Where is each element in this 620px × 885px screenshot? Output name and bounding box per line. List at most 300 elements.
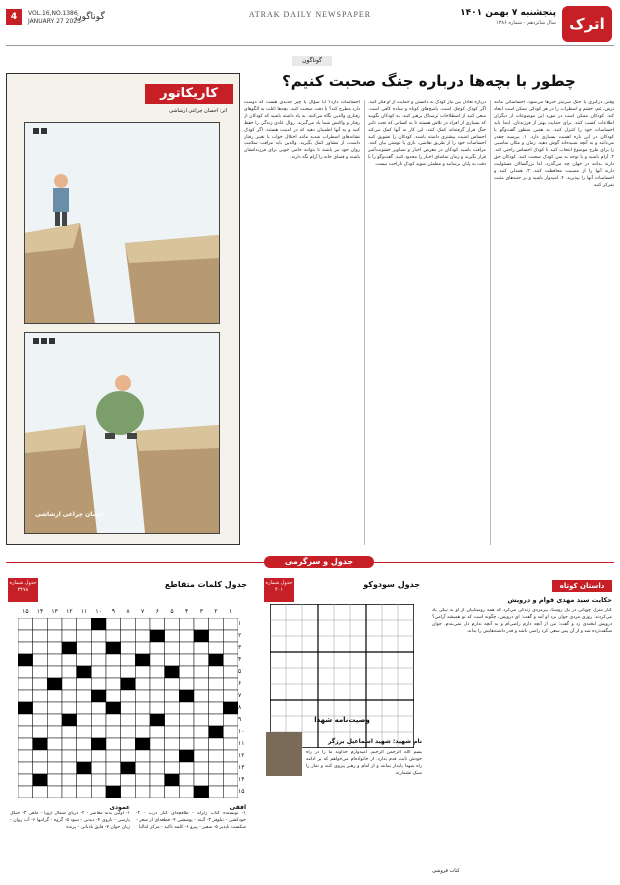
crossword-cell[interactable] (91, 642, 106, 654)
crossword-cell[interactable] (209, 714, 224, 726)
short-story-panel (430, 578, 614, 878)
crossword-cell[interactable] (209, 726, 224, 738)
crossword-cell[interactable] (77, 774, 92, 786)
crossword-cell[interactable] (121, 726, 136, 738)
crossword-cell[interactable] (135, 678, 150, 690)
crossword-cell[interactable] (18, 774, 33, 786)
crossword-col-number: ۹ (111, 608, 115, 615)
crossword-cell[interactable] (62, 714, 77, 726)
crossword-cell[interactable] (47, 738, 62, 750)
crossword-row-numbers (238, 618, 248, 798)
cartoon-panel-2 (24, 332, 220, 534)
crossword-cell[interactable] (209, 786, 224, 798)
crossword-cell[interactable] (121, 654, 136, 666)
crossword-cell[interactable] (18, 654, 33, 666)
crossword-cell[interactable] (209, 750, 224, 762)
crossword-cell[interactable] (91, 714, 106, 726)
crossword-cell[interactable] (106, 690, 121, 702)
crossword-cell[interactable] (18, 666, 33, 678)
crossword-cell[interactable] (62, 786, 77, 798)
crossword-cell[interactable] (47, 666, 62, 678)
crossword-cell[interactable] (33, 738, 48, 750)
crossword-row-number: ۱ (238, 620, 242, 627)
crossword-cell[interactable] (121, 690, 136, 702)
crossword-row-number: ۱۱ (238, 740, 245, 747)
crossword-cell[interactable] (106, 714, 121, 726)
crossword-cell[interactable] (165, 618, 180, 630)
crossword-cell[interactable] (47, 774, 62, 786)
crossword-cell[interactable] (223, 786, 238, 798)
crossword-cell[interactable] (62, 738, 77, 750)
crossword-cell[interactable] (33, 678, 48, 690)
sudoku-badge: جدول شماره ۴۰۱ (264, 578, 294, 602)
crossword-cell[interactable] (106, 786, 121, 798)
header-divider (6, 45, 614, 46)
story-text: کنار منزل چوپانی در یک روستا، پیرمردی زندگی می‌کرد که همه روستاییان از او به نیکی یاد می‌کردند. روزی مردی جوان نزد او آمد و گفت: ای درویش، چگونه است که تو همیشه آرامی؟ درویش لبخندی زد و گفت: من از آنچه دارم راضی‌ام و به آنچه ندارم دل نمی‌بندم. جوان شگفت‌زده شد و از آن پس سعی کرد راضی باشد و قدر داشته‌هایش را بداند. (432, 608, 612, 634)
crossword-cell[interactable] (91, 786, 106, 798)
crossword-cell[interactable] (33, 786, 48, 798)
crossword-cell[interactable] (77, 630, 92, 642)
crossword-cell[interactable] (106, 738, 121, 750)
crossword-cell[interactable] (150, 654, 165, 666)
crossword-cell[interactable] (18, 714, 33, 726)
crossword-cell[interactable] (209, 678, 224, 690)
crossword-cell[interactable] (150, 618, 165, 630)
crossword-cell[interactable] (18, 678, 33, 690)
crossword-cell[interactable] (165, 738, 180, 750)
column-divider (364, 100, 365, 545)
crossword-cell[interactable] (223, 726, 238, 738)
crossword-cell[interactable] (18, 738, 33, 750)
crossword-cell[interactable] (150, 714, 165, 726)
cartoon-title: کاریکاتور (145, 84, 233, 104)
story-credit: کتاب فروشی (432, 868, 460, 874)
crossword-cell[interactable] (33, 714, 48, 726)
crossword-row-number: ۴ (238, 656, 242, 663)
crossword-cell[interactable] (106, 702, 121, 714)
crossword-cell[interactable] (62, 618, 77, 630)
crossword-cell[interactable] (135, 738, 150, 750)
crossword-cell[interactable] (223, 738, 238, 750)
crossword-cell[interactable] (62, 678, 77, 690)
across-heading: افقی (229, 804, 246, 811)
crossword-cell[interactable] (165, 750, 180, 762)
crossword-cell[interactable] (121, 786, 136, 798)
crossword-cell[interactable] (121, 678, 136, 690)
crossword-cell[interactable] (165, 642, 180, 654)
crossword-cell[interactable] (194, 786, 209, 798)
crossword-cell[interactable] (33, 618, 48, 630)
down-heading: عمودی (109, 804, 130, 811)
crossword-cell[interactable] (194, 618, 209, 630)
crossword-cell[interactable] (33, 762, 48, 774)
crossword-cell[interactable] (91, 762, 106, 774)
crossword-cell[interactable] (179, 618, 194, 630)
article-column-1: وقتی درگیری یا جنگ سرتیتر خبرها می‌شود، احساساتی مانند ترس، غم، خشم و اضطراب را در هر کودکی ممکن است ایجاد کند. کودکان ممکن است در مورد این موضوعات از دیگران اطلاعات کسب کنند. برای حمایت بهتر از فرزندتان، ابتدا باید احساسات خود را کنترل کنید. به همین منظور گفت‌وگو با کودکان در این باره اهمیت بسیاری دارد. ۱. بپرسید چقدر می‌دانند و به آنچه شنیده‌اند گوش دهید. زمان و مکان مناسبی را برای طرح موضوع انتخاب کنید تا کودک احساس راحتی کند. ۲. آرام باشید و با توجه به سن کودک صحبت کنید. کودکان حق دارند بدانند در جهان چه می‌گذرد، اما بزرگسالان مسئولیت دارند آنها را از مصیبت محافظت کنند. ۳. همدلی کنید و احساسات آنها را بپذیرید. ۴. امیدوار باشید و بر جنبه‌های مثبت تمرکز کنید. (494, 100, 614, 188)
crossword-cell[interactable] (121, 642, 136, 654)
crossword-cell[interactable] (150, 762, 165, 774)
crossword-cell[interactable] (106, 750, 121, 762)
crossword-col-number: ۸ (126, 608, 130, 615)
cartoon-box (6, 73, 240, 545)
crossword-cell[interactable] (62, 726, 77, 738)
volume-number: VOL.16,NO.1386 (28, 10, 78, 17)
crossword-cell[interactable] (62, 750, 77, 762)
crossword-panel (6, 578, 249, 878)
crossword-col-number: ۱۳ (51, 608, 58, 615)
crossword-cell[interactable] (33, 774, 48, 786)
crossword-cell[interactable] (33, 690, 48, 702)
crossword-cell[interactable] (91, 774, 106, 786)
crossword-cell[interactable] (135, 630, 150, 642)
crossword-cell[interactable] (33, 654, 48, 666)
crossword-cell[interactable] (165, 678, 180, 690)
crossword-row-number: ۳ (238, 644, 242, 651)
crossword-row-number: ۵ (238, 668, 242, 675)
crossword-cell[interactable] (77, 690, 92, 702)
sudoku-panel (262, 578, 422, 708)
article-column-3: احساسات دارد؟ آیا سؤال یا چیز جدیدی هست که دوست دارد مطرح کند؟ با دقت صحبت کنید. بچه‌ها اغلب به الگوهای رفتاری والدین نگاه می‌کنند. به یاد داشته باشید که کودکان از رفتار و واکنش شما یاد می‌گیرند. روال عادی زندگی را حفظ کنید و به آنها اطمینان دهید که در امنیت هستند. اگر کودک نشانه‌های اضطراب شدید مانند اختلال خواب یا تغییر رفتار داشت، از مشاور کمک بگیرید. والدین باید مراقب سلامت روان خود نیز باشند تا بتوانند حامی خوبی برای فرزندانشان باشند و فضای خانه را آرام نگه دارند. (244, 100, 360, 161)
section-tab: گوناگون (292, 56, 332, 66)
crossword-cell[interactable] (121, 762, 136, 774)
crossword-cell[interactable] (91, 702, 106, 714)
crossword-cell[interactable] (62, 642, 77, 654)
crossword-cell[interactable] (106, 678, 121, 690)
crossword-cell[interactable] (77, 642, 92, 654)
crossword-cell[interactable] (18, 786, 33, 798)
crossword-cell[interactable] (77, 726, 92, 738)
crossword-cell[interactable] (77, 714, 92, 726)
crossword-cell[interactable] (18, 618, 33, 630)
crossword-cell[interactable] (179, 774, 194, 786)
crossword-cell[interactable] (47, 714, 62, 726)
crossword-cell[interactable] (33, 750, 48, 762)
crossword-cell[interactable] (47, 726, 62, 738)
crossword-cell[interactable] (179, 654, 194, 666)
crossword-cell[interactable] (91, 726, 106, 738)
crossword-col-number: ۵ (170, 608, 174, 615)
crossword-cell[interactable] (77, 786, 92, 798)
crossword-cell[interactable] (18, 726, 33, 738)
will-title: وصیت‌نامه شهدا (314, 716, 370, 724)
column-divider (490, 100, 491, 545)
crossword-cell[interactable] (209, 762, 224, 774)
crossword-cell[interactable] (77, 738, 92, 750)
crossword-cell[interactable] (150, 750, 165, 762)
crossword-cell[interactable] (150, 666, 165, 678)
crossword-cell[interactable] (209, 774, 224, 786)
crossword-cell[interactable] (106, 762, 121, 774)
crossword-cell[interactable] (135, 786, 150, 798)
crossword-cell[interactable] (150, 630, 165, 642)
crossword-cell[interactable] (91, 690, 106, 702)
weekday: پنجشنبه (520, 8, 556, 18)
crossword-cell[interactable] (179, 666, 194, 678)
crossword-cell[interactable] (33, 630, 48, 642)
issue-info: سال شانزدهم - شماره ۱۳۸۶ (496, 20, 556, 26)
martyr-name: نام شهید: شهید اسماعیل برزگر (327, 738, 422, 745)
crossword-row-number: ۱۲ (238, 752, 245, 759)
crossword-row-number: ۹ (238, 716, 242, 723)
crossword-row-number: ۱۴ (238, 776, 245, 783)
crossword-cell[interactable] (194, 666, 209, 678)
crossword-cell[interactable] (91, 738, 106, 750)
crossword-col-number: ۷ (141, 608, 145, 615)
crossword-cell[interactable] (135, 750, 150, 762)
martyr-will-panel (262, 716, 422, 878)
crossword-row-number: ۶ (238, 680, 242, 687)
crossword-col-number: ۲ (214, 608, 218, 615)
crossword-cell[interactable] (121, 714, 136, 726)
crossword-cell[interactable] (77, 678, 92, 690)
crossword-cell[interactable] (194, 774, 209, 786)
crossword-cell[interactable] (209, 690, 224, 702)
crossword-cell[interactable] (209, 630, 224, 642)
crossword-cell[interactable] (223, 750, 238, 762)
crossword-cell[interactable] (135, 642, 150, 654)
crossword-cell[interactable] (33, 666, 48, 678)
crossword-grid[interactable] (18, 618, 238, 798)
crossword-cell[interactable] (77, 702, 92, 714)
crossword-col-number: ۱۴ (36, 608, 44, 615)
crossword-cell[interactable] (106, 774, 121, 786)
puzzle-section-band (6, 556, 614, 570)
crossword-cell[interactable] (223, 618, 238, 630)
crossword-cell[interactable] (18, 690, 33, 702)
crossword-cell[interactable] (223, 678, 238, 690)
crossword-cell[interactable] (179, 702, 194, 714)
crossword-cell[interactable] (179, 738, 194, 750)
english-date: JANUARY 27 2023 (28, 18, 81, 25)
down-text: ۱- اولین بدنه معاصر - ۲- دریای شمال اروپا - ماهی ۳- جنگل پارسی - بازوی ۴- دیدنی - سود ۵- گروه - گرانبها ۶- آب روان - زبان جوان ۷- قایق بادبانی - پرنده (10, 811, 130, 830)
crossword-cell[interactable] (135, 774, 150, 786)
crossword-cell[interactable] (62, 774, 77, 786)
crossword-cell[interactable] (223, 642, 238, 654)
crossword-cell[interactable] (150, 702, 165, 714)
crossword-cell[interactable] (106, 630, 121, 642)
crossword-cell[interactable] (33, 726, 48, 738)
crossword-cell[interactable] (62, 690, 77, 702)
crossword-cell[interactable] (194, 642, 209, 654)
crossword-badge: جدول شماره ۳۴۷۸ (8, 578, 38, 602)
crossword-cell[interactable] (165, 786, 180, 798)
puzzle-section-label: جدول و سرگرمی (264, 556, 374, 568)
crossword-cell[interactable] (91, 654, 106, 666)
crossword-cell[interactable] (165, 654, 180, 666)
article-headline: چطور با بچه‌ها درباره جنگ صحبت کنیم؟ (282, 72, 576, 90)
cartoon-panel-1 (24, 122, 220, 324)
crossword-row-number: ۷ (238, 692, 242, 699)
crossword-row-number: ۸ (238, 704, 242, 711)
sudoku-title: جدول سودوکو (363, 580, 420, 589)
crossword-cell[interactable] (77, 762, 92, 774)
crossword-cell[interactable] (150, 726, 165, 738)
crossword-cell[interactable] (194, 762, 209, 774)
crossword-cell[interactable] (165, 630, 180, 642)
crossword-cell[interactable] (194, 714, 209, 726)
crossword-col-number: ۱۱ (80, 608, 88, 615)
section-name: گوناگون (75, 12, 105, 22)
crossword-cell[interactable] (18, 630, 33, 642)
crossword-row-number: ۱۰ (238, 728, 245, 735)
crossword-cell[interactable] (194, 750, 209, 762)
crossword-cell[interactable] (165, 762, 180, 774)
crossword-cell[interactable] (121, 666, 136, 678)
persian-date (460, 8, 556, 26)
crossword-cell[interactable] (223, 774, 238, 786)
crossword-across-clues (136, 804, 246, 876)
crossword-cell[interactable] (77, 618, 92, 630)
crossword-cell[interactable] (135, 702, 150, 714)
crossword-cell[interactable] (179, 786, 194, 798)
crossword-cell[interactable] (194, 678, 209, 690)
crossword-title: جدول کلمات متقاطع (164, 580, 247, 589)
crossword-cell[interactable] (179, 714, 194, 726)
story-subtitle: حکایت سید مهدی قوام و درویش (507, 596, 612, 604)
crossword-cell[interactable] (106, 666, 121, 678)
crossword-cell[interactable] (135, 762, 150, 774)
crossword-cell[interactable] (62, 762, 77, 774)
crossword-cell[interactable] (121, 630, 136, 642)
crossword-cell[interactable] (47, 630, 62, 642)
crossword-cell[interactable] (223, 702, 238, 714)
article-column-2: درباره تعادل بین نیاز کودک به دانستن و حمایت از او فکر کنید. اگر کودک کوچک است، پاسخ‌های کوتاه و ساده کافی است. سعی کنید از اصطلاحات ترسناک پرهیز کنید. به کودکان بگویید که بسیاری از افراد در تلاش هستند تا به کسانی که تحت تاثیر جنگ قرار گرفته‌اند کمک کنند. این کار به آنها کمک می‌کند احساس امنیت بیشتری داشته باشند. کودکان را تشویق کنید احساسات خود را از طریق نقاشی، بازی یا نوشتن بیان کنند. مراقب باشید کودکان در معرض اخبار و تصاویر خشونت‌آمیز قرار نگیرند و زمان تماشای اخبار را محدود کنید. گفت‌وگو را با دقت به پایان برسانید و مطمئن شوید کودک ناراحت نیست. (368, 100, 486, 168)
crossword-cell[interactable] (33, 642, 48, 654)
crossword-cell[interactable] (121, 618, 136, 630)
will-text: بسم الله الرحمن الرحیم. امیدوارم خداوند ما را در راه خودش ثابت قدم بدارد. از خانواده‌ام می‌خواهم که بر ادامه راه شهدا پایدار بمانند و از امام و رهبر پیروی کنند و نماز را سبک نشمارند. (306, 750, 422, 776)
crossword-cell[interactable] (47, 642, 62, 654)
crossword-cell[interactable] (62, 702, 77, 714)
crossword-cell[interactable] (150, 774, 165, 786)
crossword-cell[interactable] (179, 750, 194, 762)
crossword-cell[interactable] (209, 666, 224, 678)
crossword-cell[interactable] (165, 714, 180, 726)
crossword-cell[interactable] (165, 726, 180, 738)
crossword-down-clues (10, 804, 130, 876)
date-fa: ۷ بهمن ۱۴۰۱ (460, 8, 518, 18)
crossword-cell[interactable] (91, 678, 106, 690)
crossword-cell[interactable] (165, 702, 180, 714)
crossword-cell[interactable] (194, 702, 209, 714)
crossword-cell[interactable] (62, 666, 77, 678)
crossword-cell[interactable] (135, 618, 150, 630)
crossword-cell[interactable] (223, 690, 238, 702)
crossword-cell[interactable] (121, 750, 136, 762)
crossword-cell[interactable] (62, 654, 77, 666)
masthead (0, 0, 620, 50)
crossword-cell[interactable] (135, 654, 150, 666)
crossword-cell[interactable] (135, 714, 150, 726)
crossword-cell[interactable] (135, 666, 150, 678)
crossword-cell[interactable] (91, 618, 106, 630)
crossword-col-number: ۱۲ (66, 608, 73, 615)
crossword-cell[interactable] (179, 762, 194, 774)
cartoon-signature: احسان چراغی ارشاشی (35, 511, 105, 518)
crossword-cell[interactable] (209, 654, 224, 666)
crossword-cell[interactable] (179, 678, 194, 690)
crossword-cell[interactable] (165, 666, 180, 678)
crossword-cell[interactable] (62, 630, 77, 642)
crossword-cell[interactable] (121, 774, 136, 786)
crossword-cell[interactable] (223, 654, 238, 666)
crossword-cell[interactable] (77, 750, 92, 762)
crossword-cell[interactable] (223, 762, 238, 774)
crossword-cell[interactable] (121, 702, 136, 714)
crossword-cell[interactable] (223, 714, 238, 726)
crossword-cell[interactable] (150, 642, 165, 654)
crossword-cell[interactable] (150, 678, 165, 690)
crossword-cell[interactable] (91, 666, 106, 678)
crossword-cell[interactable] (150, 690, 165, 702)
crossword-cell[interactable] (194, 654, 209, 666)
crossword-cell[interactable] (47, 654, 62, 666)
crossword-cell[interactable] (179, 690, 194, 702)
crossword-cell[interactable] (121, 738, 136, 750)
crossword-cell[interactable] (47, 702, 62, 714)
cartoon-author: اثر: احسان چراغی ارشاشی (168, 108, 227, 114)
crossword-cell[interactable] (223, 630, 238, 642)
crossword-cell[interactable] (47, 786, 62, 798)
crossword-cell[interactable] (47, 750, 62, 762)
crossword-cell[interactable] (135, 726, 150, 738)
crossword-cell[interactable] (91, 630, 106, 642)
crossword-cell[interactable] (150, 738, 165, 750)
crossword-col-number: ۴ (185, 608, 189, 615)
crossword-cell[interactable] (47, 762, 62, 774)
cartoon-drawing-2 (25, 333, 219, 533)
crossword-cell[interactable] (33, 702, 48, 714)
crossword-cell[interactable] (194, 726, 209, 738)
across-text: ۱- نویسنده کتاب زلزله - طاقچه‌ای کنار درب - ۲- خودکشی - نیلوفر ۳- آئینه - پوششی ۴- قطعه‌ای از شعر - شکست ناپذیر ۵- سفیر - پیرو ۶- کلمه تاکید - مرکز ایتالیا (136, 811, 246, 830)
crossword-cell[interactable] (47, 690, 62, 702)
crossword-cell[interactable] (77, 654, 92, 666)
crossword-col-number: ۳ (199, 608, 203, 615)
crossword-cell[interactable] (47, 678, 62, 690)
crossword-cell[interactable] (209, 702, 224, 714)
crossword-cell[interactable] (209, 738, 224, 750)
crossword-cell[interactable] (165, 774, 180, 786)
paper-name: ATRAK DAILY NEWSPAPER (248, 10, 372, 19)
crossword-cell[interactable] (179, 642, 194, 654)
crossword-cell[interactable] (150, 786, 165, 798)
crossword-cell[interactable] (194, 738, 209, 750)
newspaper-logo[interactable]: اترک (562, 6, 612, 42)
crossword-row-number: ۱۳ (238, 764, 245, 771)
crossword-col-number: ۱ (229, 608, 233, 615)
crossword-cell[interactable] (179, 630, 194, 642)
crossword-cell[interactable] (18, 642, 33, 654)
crossword-cell[interactable] (106, 654, 121, 666)
crossword-cell[interactable] (194, 630, 209, 642)
page-number: 4 (6, 9, 22, 25)
crossword-cell[interactable] (194, 690, 209, 702)
crossword-cell[interactable] (77, 666, 92, 678)
crossword-cell[interactable] (165, 690, 180, 702)
crossword-cell[interactable] (18, 762, 33, 774)
crossword-cell[interactable] (18, 750, 33, 762)
crossword-cell[interactable] (106, 726, 121, 738)
crossword-cell[interactable] (91, 750, 106, 762)
crossword-cell[interactable] (209, 618, 224, 630)
crossword-cell[interactable] (135, 690, 150, 702)
crossword-cell[interactable] (106, 642, 121, 654)
crossword-cell[interactable] (106, 618, 121, 630)
crossword-cell[interactable] (209, 642, 224, 654)
crossword-cell[interactable] (47, 618, 62, 630)
crossword-cell[interactable] (18, 702, 33, 714)
crossword-cell[interactable] (179, 726, 194, 738)
crossword-cell[interactable] (223, 666, 238, 678)
